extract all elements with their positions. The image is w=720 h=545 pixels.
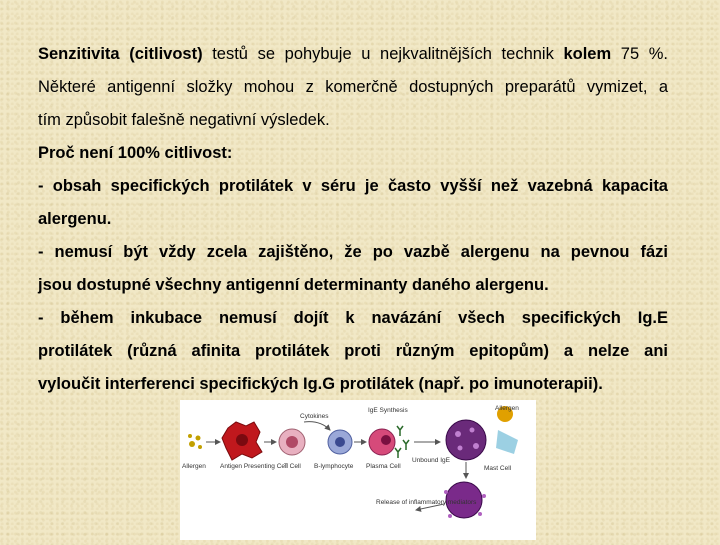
apc-label: Antigen Presenting Cell	[220, 463, 288, 470]
sensitivity-term: Senzitivita (citlivost)	[38, 45, 203, 63]
unbound-ige-label: Unbound IgE	[412, 457, 450, 464]
slide-text	[38, 38, 668, 401]
body-line: tím způsobit falešně negativní výsledek.	[38, 111, 330, 129]
release-label: Release of inflammatory mediators	[376, 499, 477, 506]
mast-cell-icon	[446, 420, 486, 460]
bullet-line: vyloučit interferenci specifických Ig.G protilátek (např. po imunoterapii).	[38, 375, 603, 393]
bullet-line: protilátek (různá afinita protilátek proti různým epitopům) a nelze ani	[38, 342, 668, 360]
allergen-top-label: Allergen	[495, 405, 519, 412]
y-antibody-icon	[395, 426, 409, 458]
ige-synthesis-label: IgE Synthesis	[368, 407, 408, 414]
cytokines-label: Cytokines	[300, 413, 329, 420]
allergy-mechanism-figure	[180, 400, 536, 540]
bullet-line: alergenu.	[38, 210, 112, 228]
body-line: Některé antigenní složky mohou z komerčně dostupných preparátů vymizet, a	[38, 78, 668, 96]
section-heading: Proč není 100% citlivost:	[38, 144, 233, 162]
sensitivity-line: Senzitivita (citlivost) testů se pohybuje u nejkvalitnějších technik kolem 75 %.	[38, 45, 669, 63]
allergen-label: Allergen	[182, 463, 206, 470]
plasma-cell-label: Plasma Cell	[366, 463, 401, 470]
bullet-line: - nemusí být vždy zcela zajištěno, že po vazbě alergenu na pevnou fázi	[38, 243, 668, 261]
bullet-line: jsou dostupné všechny antigenní determinanty daného alergenu.	[38, 276, 549, 294]
t-cell-label: T Cell	[284, 463, 301, 470]
bullet-line: - obsah specifických protilátek v séru je často vyšší než vazebná kapacita	[38, 177, 668, 195]
bullet-line: - během inkubace nemusí dojít k navázání všech specifických Ig.E	[38, 309, 668, 327]
mast-cell-label: Mast Cell	[484, 465, 512, 472]
allergy-diagram	[180, 400, 536, 540]
b-cell-label: B-lymphocyte	[314, 463, 354, 470]
allergen-icon	[188, 434, 202, 449]
